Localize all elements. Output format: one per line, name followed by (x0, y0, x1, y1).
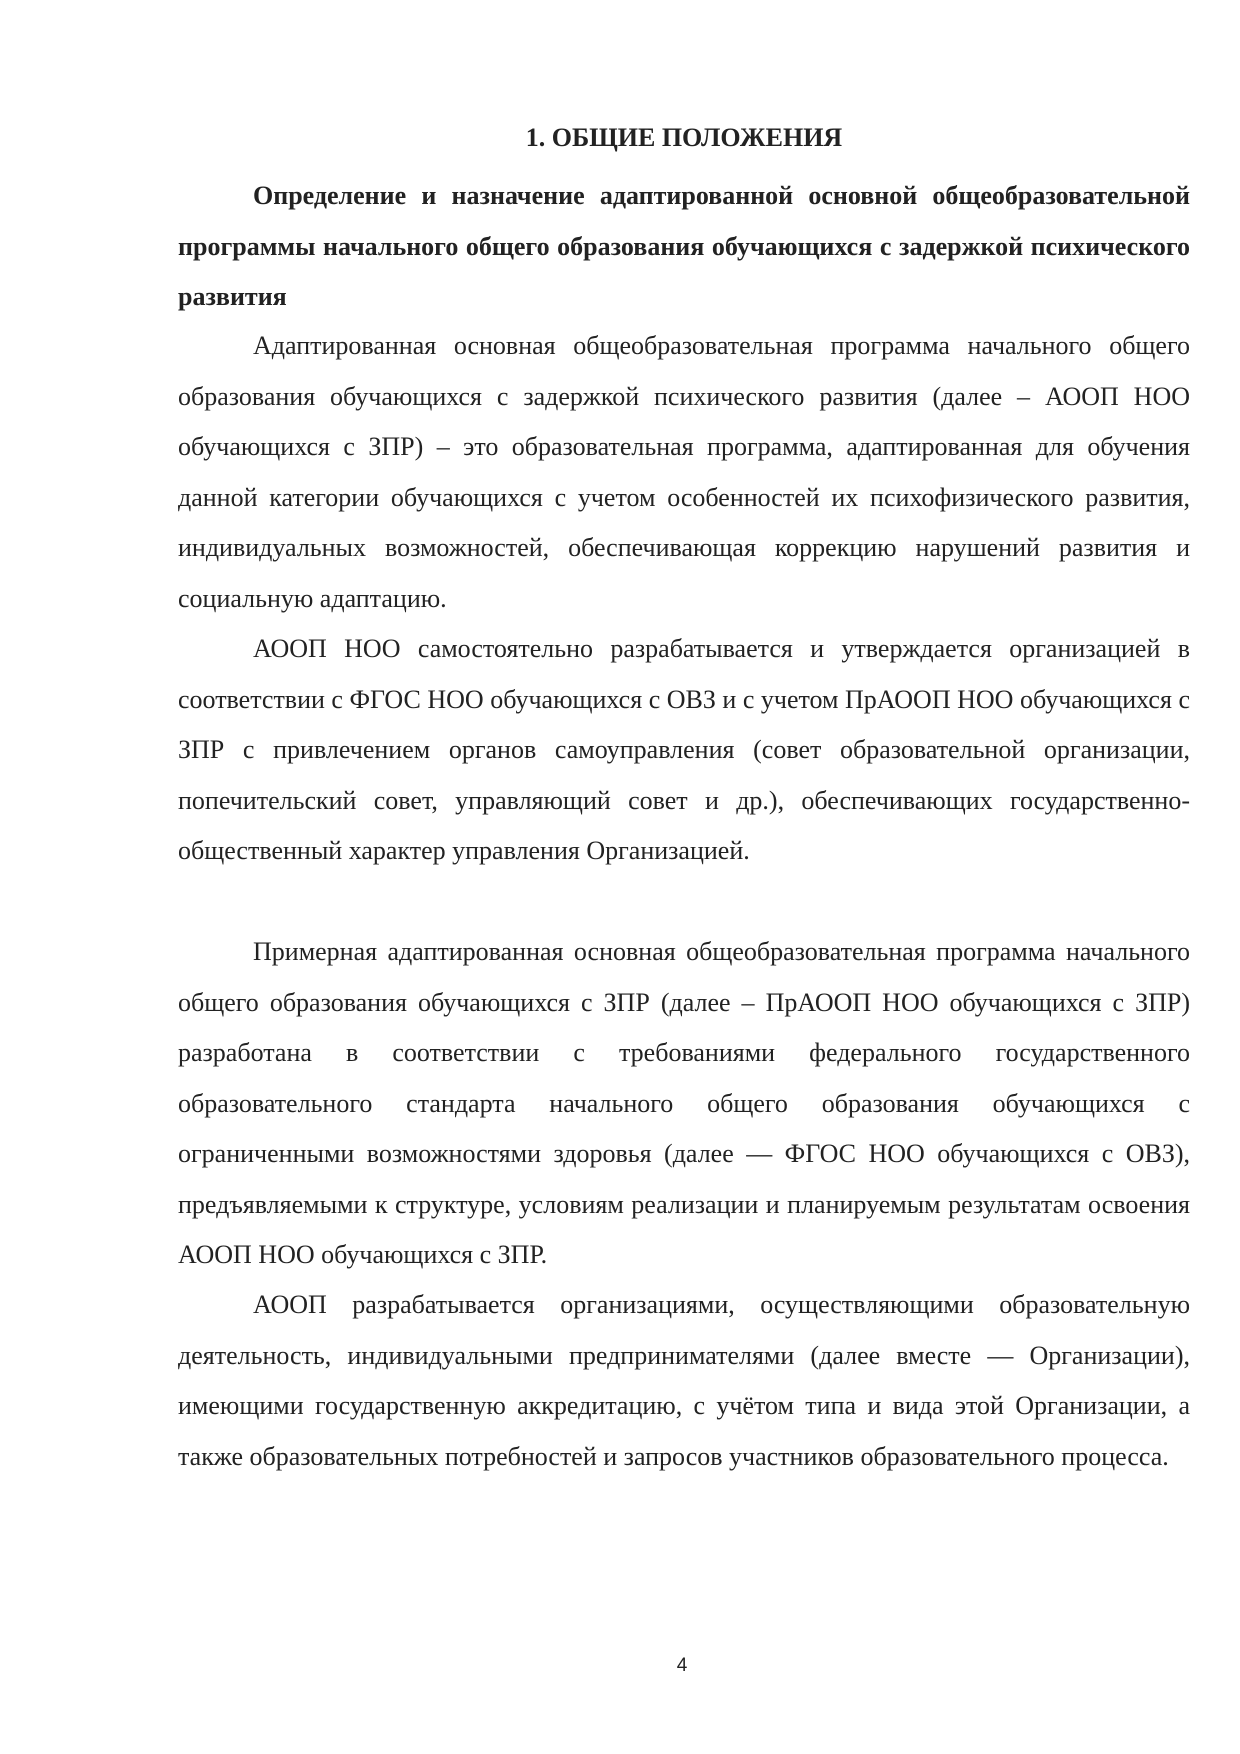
paragraph-development: АООП НОО самостоятельно разрабатывается и утверждается организацией в соответствии с ФГОС НОО обучающихся с ОВЗ и с учетом ПрАООП НОО обучающихся с ЗПР с привлечением органов самоуправления (совет образовательной организации, попечительский совет, управляющий совет и др.), обеспечивающих государственно-общественный характер управления Организацией. (178, 634, 1190, 865)
paragraph-organizations: АООП разрабатывается организациями, осуществляющими образовательную деятельность, индивидуальными предпринимателями (далее вместе — Организации), имеющими государственную аккредитацию, с учётом типа и вида этой Организации, а также образовательных потребностей и запросов участников образовательного процесса. (178, 1290, 1190, 1471)
page-number: 4 (676, 1655, 688, 1676)
section-title: 1. ОБЩИЕ ПОЛОЖЕНИЯ (525, 123, 843, 152)
paragraph-example-program: Примерная адаптированная основная общеобразовательная программа начального общего образования обучающихся с ЗПР (далее – ПрАООП НОО обучающихся с ЗПР) разработана в соответствии с требованиями федерального государственного образовательного стандарта начального общего образования обучающихся с ограниченными возможностями здоровья (далее — ФГОС НОО обучающихся с ОВЗ), предъявляемыми к структуре, условиям реализации и планируемым результатам освоения АООП НОО обучающихся с ЗПР. (178, 937, 1190, 1269)
paragraph-definition: Адаптированная основная общеобразовательная программа начального общего образования обучающихся с задержкой психического развития (далее – АООП НОО обучающихся с ЗПР) – это образовательная программа, адаптированная для обучения данной категории обучающихся с учетом особенностей их психофизического развития, индивидуальных возможностей, обеспечивающая коррекцию нарушений развития и социальную адаптацию. (178, 331, 1190, 613)
section-subheading: Определение и назначение адаптированной основной общеобразовательной программы начального общего образования обучающихся с задержкой психического развития (178, 181, 1190, 311)
